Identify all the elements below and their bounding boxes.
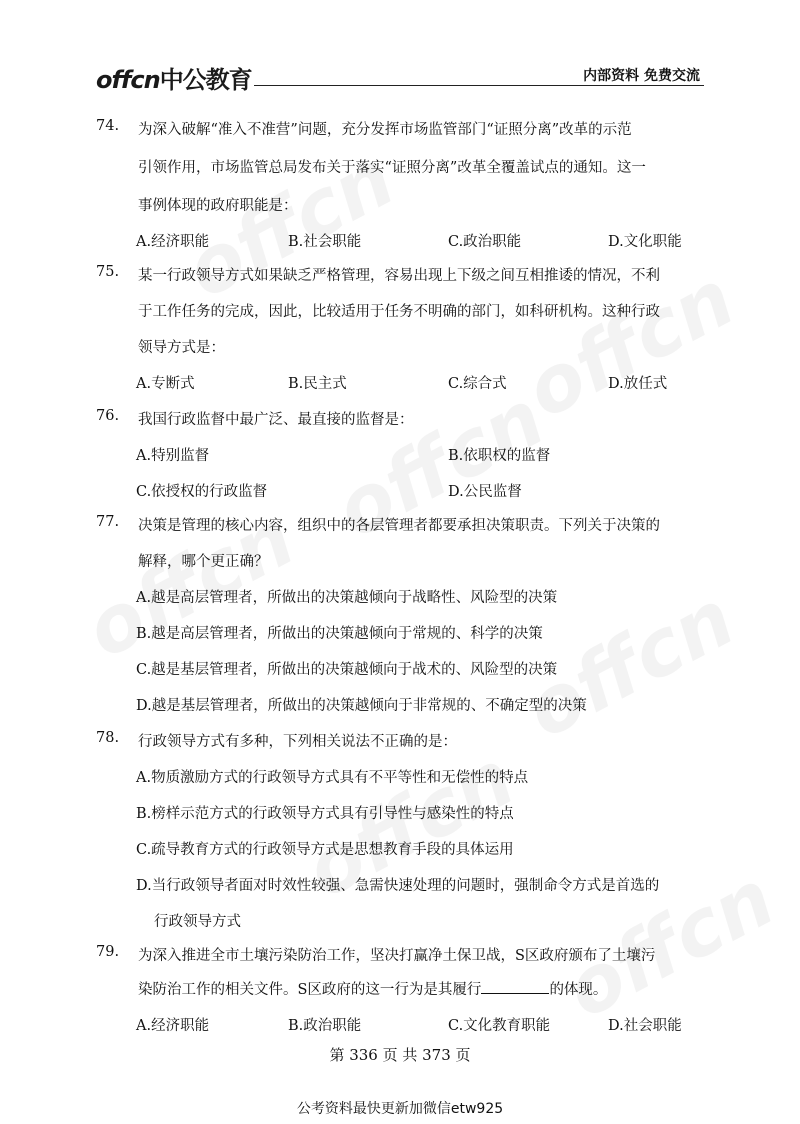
question-text-line: 解释，哪个更正确？ xyxy=(138,554,269,570)
option-b: B.政治职能 xyxy=(288,1018,362,1034)
question-number: 79. xyxy=(96,944,120,960)
option-c: C.文化教育职能 xyxy=(448,1018,551,1034)
question-text-line: 事例体现的政府职能是： xyxy=(138,198,298,214)
logo-chinese-text: 中公教育 xyxy=(159,66,252,94)
logo-latin-text: offcn xyxy=(96,66,160,94)
option-b: B.越是高层管理者，所做出的决策越倾向于常规的、科学的决策 xyxy=(136,626,543,642)
question-text-line xyxy=(138,978,607,999)
option-c: C.越是基层管理者，所做出的决策越倾向于战术的、风险型的决策 xyxy=(136,662,558,678)
question-text-line: 于工作任务的完成，因此，比较适用于任务不明确的部门，如科研机构。这种行政 xyxy=(138,304,660,320)
question-number: 78. xyxy=(96,730,120,746)
option-a: A.专断式 xyxy=(136,376,195,392)
option-d: D.放任式 xyxy=(608,376,668,392)
question-number: 75. xyxy=(96,264,120,280)
question-text-line: 领导方式是： xyxy=(138,340,225,356)
header-rule xyxy=(254,85,704,86)
option-c: C.综合式 xyxy=(448,376,507,392)
question-text-line: 某一行政领导方式如果缺乏严格管理，容易出现上下级之间互相推诿的情况，不利 xyxy=(138,268,660,284)
question-text-line: 引领作用，市场监管总局发布关于落实“证照分离”改革全覆盖试点的通知。这一 xyxy=(138,160,646,176)
option-a: A.物质激励方式的行政领导方式具有不平等性和无偿性的特点 xyxy=(136,770,529,786)
header-note: 内部资料 免费交流 xyxy=(583,68,700,84)
bottom-note: 公考资料最快更新加微信etw925 xyxy=(296,1101,504,1117)
option-a: A.越是高层管理者，所做出的决策越倾向于战略性、风险型的决策 xyxy=(136,590,558,606)
question-text-line: 为深入破解“准入不准营”问题，充分发挥市场监管部门“证照分离”改革的示范 xyxy=(138,122,632,138)
option-d: D.当行政领导者面对时效性较强、急需快速处理的问题时，强制命令方式是首选的 xyxy=(136,878,660,894)
fill-in-blank xyxy=(481,981,549,994)
question-number: 74. xyxy=(96,118,120,134)
option-b: B.榜样示范方式的行政领导方式具有引导性与感染性的特点 xyxy=(136,806,514,822)
option-d: D.社会职能 xyxy=(608,1018,682,1034)
option-d: D.公民监督 xyxy=(448,484,522,500)
question-text-line: 行政领导方式有多种，下列相关说法不正确的是： xyxy=(138,734,457,750)
question-text-line: 为深入推进全市土壤污染防治工作，坚决打赢净土保卫战，S区政府颁布了土壤污 xyxy=(138,948,656,964)
question-text-line: 我国行政监督中最广泛、最直接的监督是： xyxy=(138,412,414,428)
option-c: C.疏导教育方式的行政领导方式是思想教育手段的具体运用 xyxy=(136,842,514,858)
page-header xyxy=(96,58,704,94)
line-part: 的体现。 xyxy=(549,982,608,998)
option-b: B.依职权的监督 xyxy=(448,448,551,464)
question-number: 76. xyxy=(96,408,120,424)
offcn-logo xyxy=(96,60,252,95)
option-c: C.依授权的行政监督 xyxy=(136,484,268,500)
option-a: A.经济职能 xyxy=(136,234,210,250)
option-d-continuation: 行政领导方式 xyxy=(154,914,241,930)
option-c: C.政治职能 xyxy=(448,234,522,250)
option-b: B.民主式 xyxy=(288,376,347,392)
option-d: D.越是基层管理者，所做出的决策越倾向于非常规的、不确定型的决策 xyxy=(136,698,587,714)
option-a: A.特别监督 xyxy=(136,448,210,464)
option-a: A.经济职能 xyxy=(136,1018,210,1034)
option-d: D.文化职能 xyxy=(608,234,682,250)
question-text-line: 决策是管理的核心内容，组织中的各层管理者都要承担决策职责。下列关于决策的 xyxy=(138,518,660,534)
line-part: 染防治工作的相关文件。S区政府的这一行为是其履行 xyxy=(138,982,482,998)
question-number: 77. xyxy=(96,514,120,530)
page-number: 第 336 页 共 373 页 xyxy=(329,1046,471,1064)
option-b: B.社会职能 xyxy=(288,234,362,250)
